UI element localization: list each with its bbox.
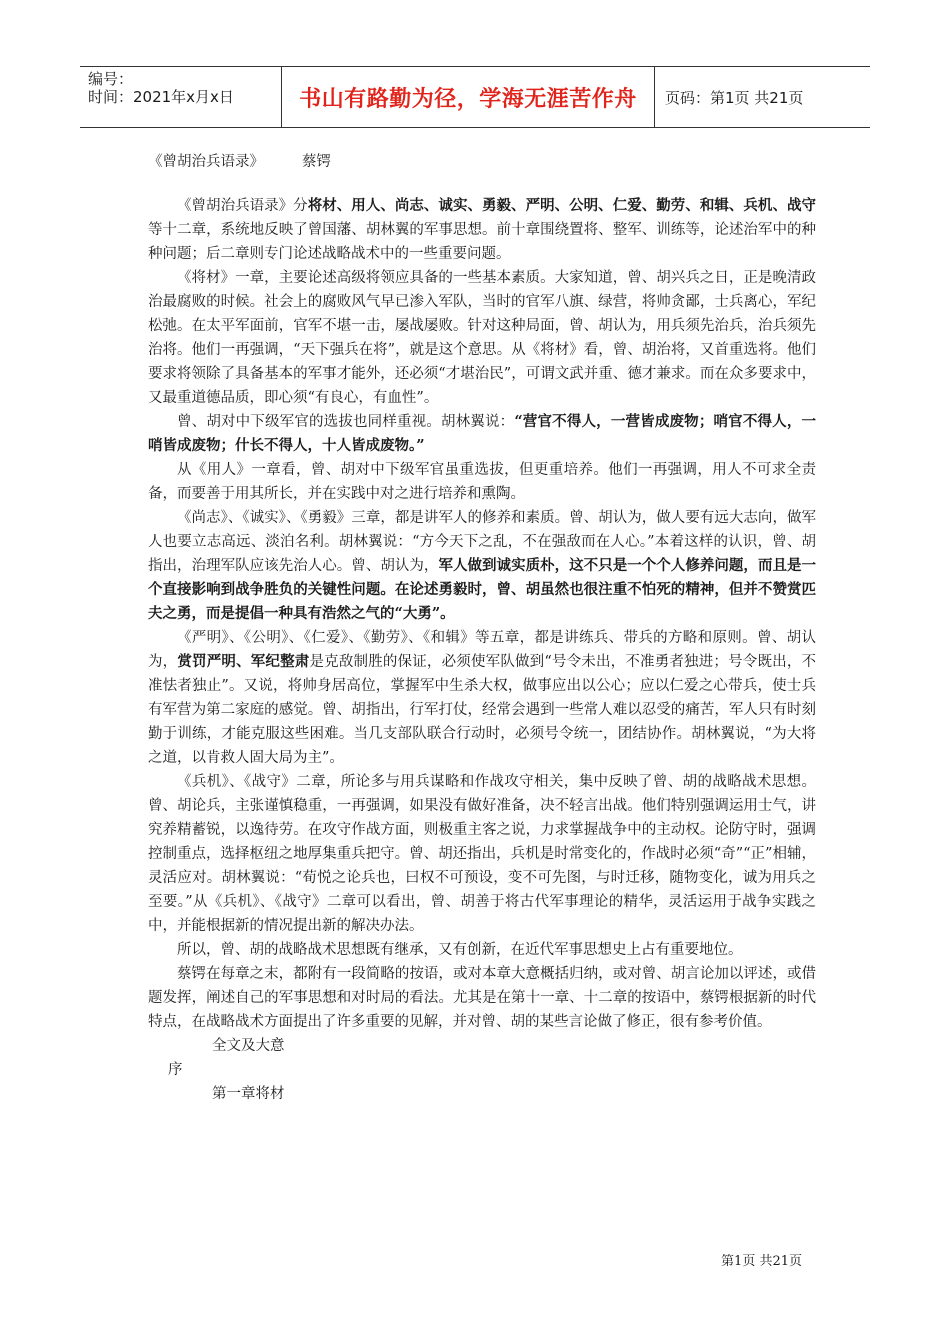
body-paragraph <box>148 458 816 506</box>
text-run: 《曾胡治兵语录》分 <box>177 198 308 214</box>
text-run: 所以，曾、胡的战略战术思想既有继承，又有创新，在近代军事思想史上占有重要地位。 <box>177 942 743 958</box>
bold-text-run: 赏罚严明、军纪整肃 <box>177 653 310 670</box>
header-meta <box>80 67 281 127</box>
text-run: 是克敌制胜的保证，必须使军队做到“号令未出，不准勇者独进；号令既出，不准怯者独止”。又说，将帅身居高位，掌握军中生杀大权，做事应出以公心；应以仁爱之心带兵，使士兵有军营为第二家庭的感觉。曾、胡指出，行军打仗，经常会遇到一些常人难以忍受的痛苦，军人只有时刻勤于训练，才能克服这些困难。当几支部队联合行动时，必须号令统一，团结协作。胡林翼说，“为大将之道，以肯救人固大局为主”。 <box>148 654 816 766</box>
page-footer: 第1页 共21页 <box>721 1254 802 1269</box>
page-header <box>80 66 870 128</box>
bold-text-run: 军人做到诚实质朴，这不只是一个个人修养问题，而且是一个直接影响到战争胜负的关键性问题。在论述勇毅时，曾、胡虽然也很注重不怕死的精神，但并不赞赏匹夫之勇，而是提倡一种具有浩然之气的“大勇”。 <box>148 557 817 622</box>
body-paragraph <box>148 266 816 410</box>
body-paragraph <box>148 194 816 266</box>
document-author: 蔡锷 <box>302 154 331 170</box>
document-title-line <box>148 150 816 174</box>
time-label: 时间：2021年x月x日 <box>88 88 234 106</box>
body-paragraph <box>148 410 816 458</box>
toc-item-preface: 序 <box>168 1062 183 1078</box>
document-title: 《曾胡治兵语录》 <box>148 154 264 170</box>
text-run: 《兵机》、《战守》二章，所论多与用兵谋略和作战攻守相关，集中反映了曾、胡的战略战术思想。曾、胡论兵，主张谨慎稳重，一再强调，如果没有做好准备，决不轻言出战。他们特别强调运用士气，讲究养精蓄锐，以逸待劳。在攻守作战方面，则极重主客之说，力求掌握战争中的主动权。论防守时，强调控制重点，选择枢纽之地厚集重兵把守。曾、胡还指出，兵机是时常变化的，作战时必须“奇”“正”相辅，灵活应对。胡林翼说：“荀悦之论兵也，曰权不可预设，变不可先图，与时迁移，随物变化，诚为用兵之至要。”从《兵机》、《战守》二章可以看出，曾、胡善于将古代军事理论的精华，灵活运用于战争实践之中，并能根据新的情况提出新的解决办法。 <box>148 774 816 934</box>
body-paragraph <box>148 626 816 770</box>
toc-item-summary: 全文及大意 <box>212 1038 285 1054</box>
text-run: 从《用人》一章看，曾、胡对中下级军官虽重选拔，但更重培养。他们一再强调，用人不可求全责备，而要善于用其所长，并在实践中对之进行培养和熏陶。 <box>148 462 816 502</box>
text-run: 等十二章，系统地反映了曾国藩、胡林翼的军事思想。前十章围绕置将、整军、训练等，论述治军中的种种问题；后二章则专门论述战略战术中的一些重要问题。 <box>148 222 816 262</box>
body-paragraph <box>148 770 816 938</box>
number-label: 编号： <box>88 70 134 88</box>
text-run: 《尚志》、《诚实》、《勇毅》三章，都是讲军人的修养和素质。曾、胡认为，做人要有远大志向，做军人也要立志高远、淡泊名利。胡林翼说：“方今天下之乱，不在强敌而在人心。”本着这样的认识，曾、胡指出，治理军队应该先治人心。曾、胡认为， <box>148 510 816 574</box>
bold-text-run: 将材、用人、尚志、诚实、勇毅、严明、公明、仁爱、勤劳、和辑、兵机、战守 <box>307 197 817 214</box>
text-run: 《严明》、《公明》、《仁爱》、《勤劳》、《和辑》等五章，都是讲练兵、带兵的方略和原则。曾、胡认为， <box>148 630 816 670</box>
body-paragraph <box>148 962 816 1034</box>
document-body <box>148 150 816 1106</box>
bold-text-run: “营官不得人，一营皆成废物；哨官不得人，一哨皆成废物；什长不得人，十人皆成废物。” <box>148 413 816 454</box>
header-motto: 书山有路勤为径，学海无涯苦作舟 <box>281 67 655 127</box>
header-page-info: 页码：第1页 共21页 <box>665 88 804 107</box>
text-run: 蔡锷在每章之末，都附有一段简略的按语，或对本章大意概括归纳，或对曾、胡言论加以评述，或借题发挥，阐述自己的军事思想和对时局的看法。尤其是在第十一章、十二章的按语中，蔡锷根据新的时代特点，在战略战术方面提出了许多重要的见解，并对曾、胡的某些言论做了修正，很有参考价值。 <box>148 966 816 1030</box>
paragraph-list <box>148 194 816 1034</box>
text-run: 曾、胡对中下级军官的选拔也同样重视。胡林翼说： <box>177 414 515 430</box>
toc-item-chapter1: 第一章将材 <box>212 1086 285 1102</box>
text-run: 《将材》一章，主要论述高级将领应具备的一些基本素质。大家知道，曾、胡兴兵之日，正是晚清政治最腐败的时候。社会上的腐败风气早已渗入军队，当时的官军八旗、绿营，将帅贪鄙，士兵离心，军纪松弛。在太平军面前，官军不堪一击，屡战屡败。针对这种局面，曾、胡认为，用兵须先治兵，治兵须先治将。他们一再强调，“天下强兵在将”，就是这个意思。从《将材》看，曾、胡治将，又首重选将。他们要求将领除了具备基本的军事才能外，还必须“才堪治民”，可谓文武并重、德才兼求。而在众多要求中，又最重道德品质，即心须“有良心，有血性”。 <box>148 270 816 406</box>
body-paragraph <box>148 506 816 626</box>
body-paragraph <box>148 938 816 962</box>
